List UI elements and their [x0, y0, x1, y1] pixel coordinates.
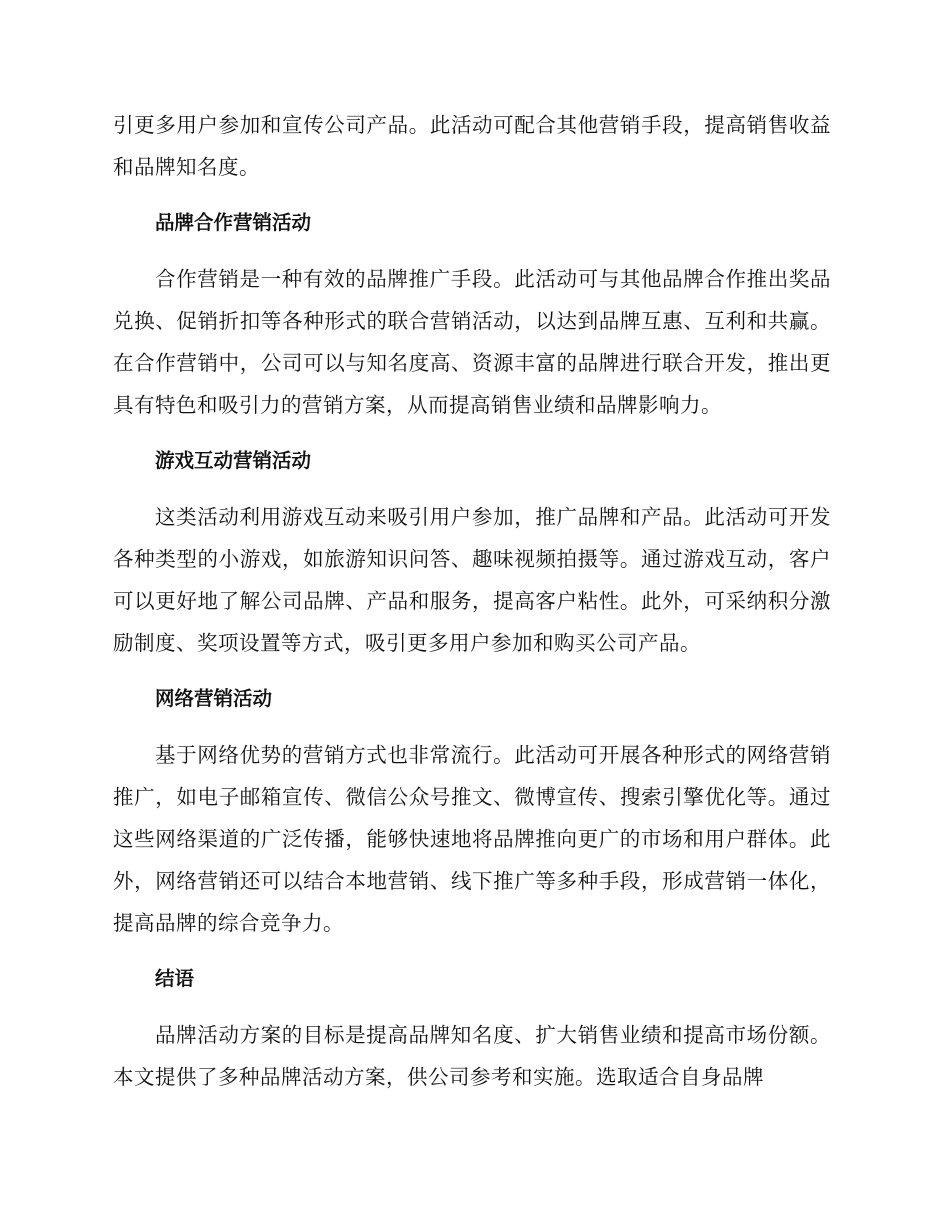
intro-continuation-paragraph: 引更多用户参加和宣传公司产品。此活动可配合其他营销手段，提高销售收益和品牌知名度。 [113, 113, 831, 179]
section-body-brand-cooperation: 合作营销是一种有效的品牌推广手段。此活动可与其他品牌合作推出奖品兑换、促销折扣等各种形式的联合营销活动，以达到品牌互惠、互利和共赢。在合作营销中，公司可以与知名度高、资源丰富的品牌进行联合开发，推出更具有特色和吸引力的营销方案，从而提高销售业绩和品牌影响力。 [113, 267, 831, 417]
section-heading-online-marketing: 网络营销活动 [155, 687, 273, 710]
document-content [113, 104, 831, 1098]
section-body-conclusion: 品牌活动方案的目标是提高品牌知名度、扩大销售业绩和提高市场份额。本文提供了多种品牌活动方案，供公司参考和实施。选取适合自身品牌 [113, 1023, 831, 1089]
section-heading-brand-cooperation: 品牌合作营销活动 [155, 211, 312, 234]
section-body-game-interaction: 这类活动利用游戏互动来吸引用户参加，推广品牌和产品。此活动可开发各种类型的小游戏，如旅游知识问答、趣味视频拍摄等。通过游戏互动，客户可以更好地了解公司品牌、产品和服务，提高客户粘性。此外，可采纳积分激励制度、奖项设置等方式，吸引更多用户参加和购买公司产品。 [113, 505, 831, 655]
section-heading-game-interaction: 游戏互动营销活动 [155, 449, 312, 472]
section-body-online-marketing: 基于网络优势的营销方式也非常流行。此活动可开展各种形式的网络营销推广，如电子邮箱宣传、微信公众号推文、微博宣传、搜索引擎优化等。通过这些网络渠道的广泛传播，能够快速地将品牌推向更广的市场和用户群体。此外，网络营销还可以结合本地营销、线下推广等多种手段，形成营销一体化，提高品牌的综合竞争力。 [113, 743, 831, 935]
section-heading-conclusion: 结语 [155, 967, 195, 990]
